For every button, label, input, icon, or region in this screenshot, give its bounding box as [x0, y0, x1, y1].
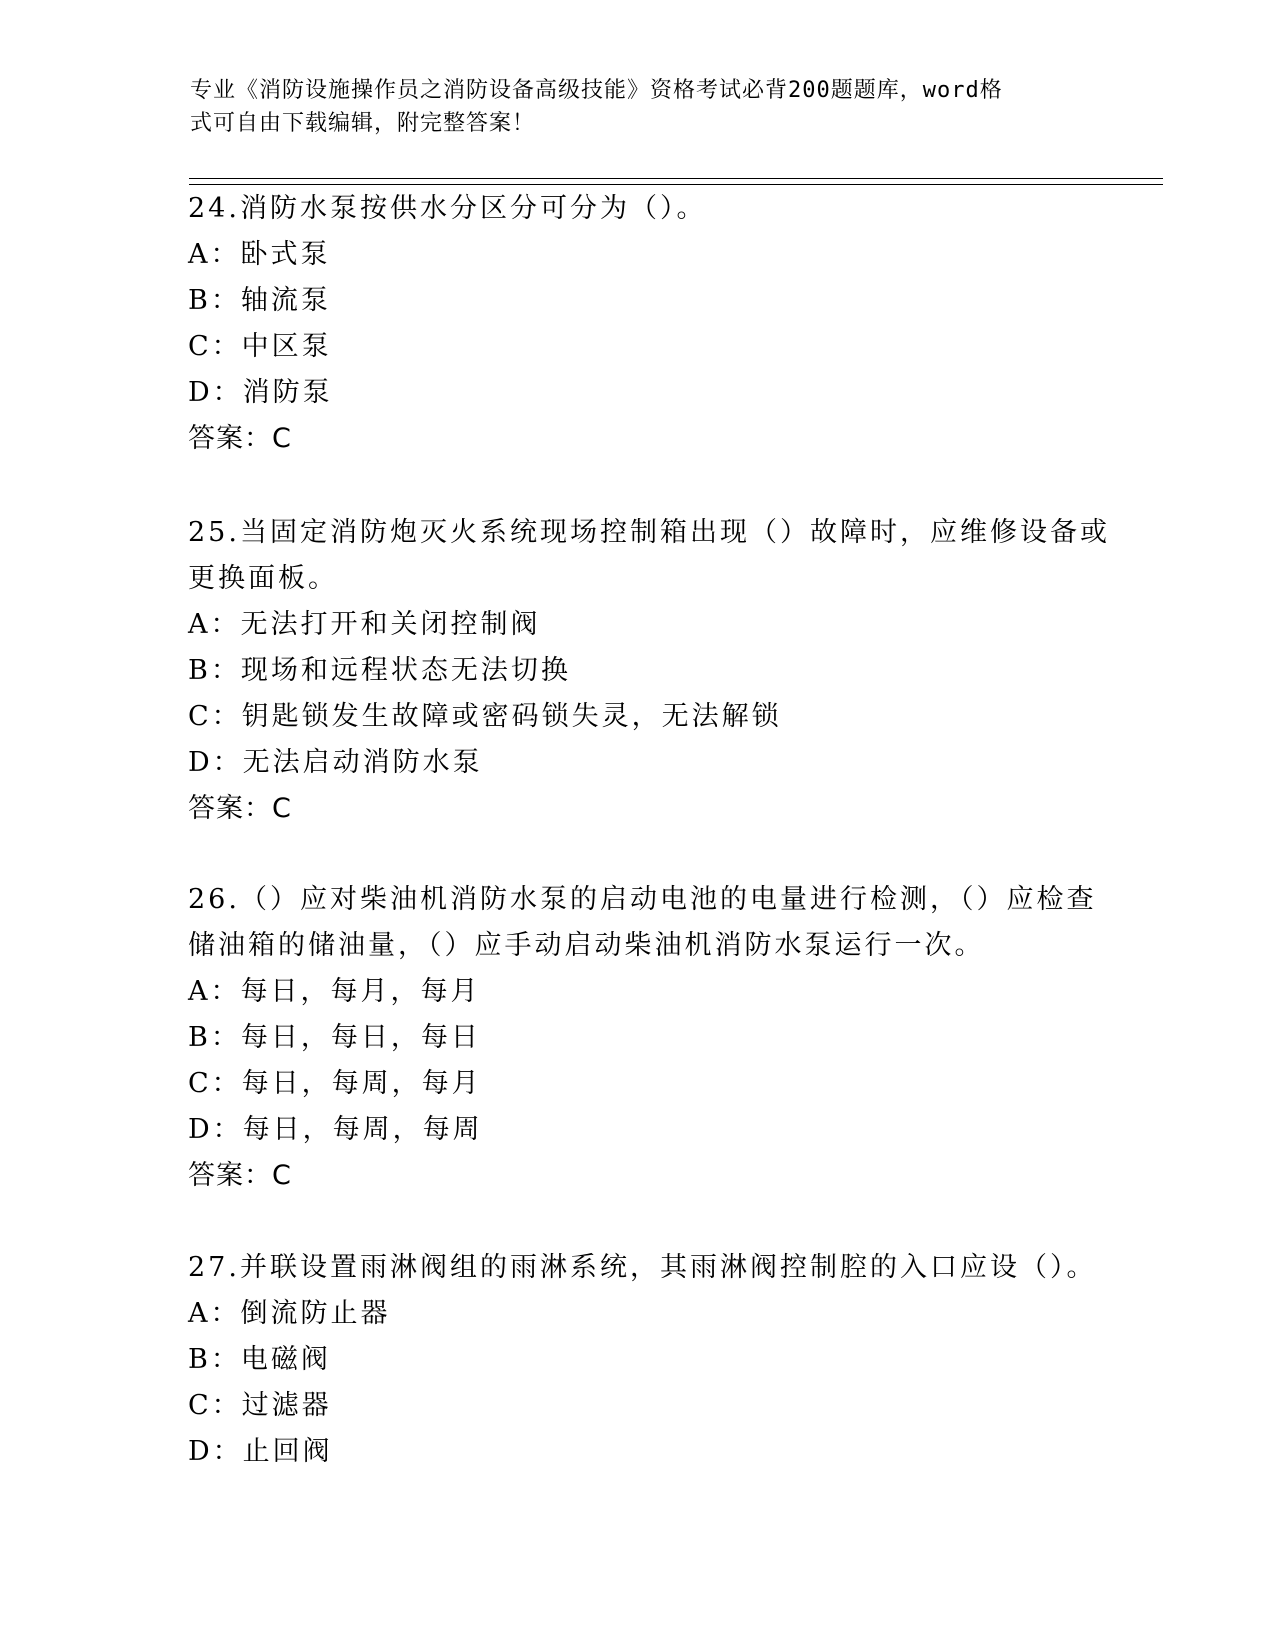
question-25 [188, 510, 1110, 832]
question-text: 24.消防水泵按供水分区分可分为（）。 [188, 193, 707, 224]
option-c: C：每日，每周，每月 [188, 1068, 482, 1099]
option-b: B：轴流泵 [188, 285, 331, 316]
option-c: C：中区泵 [188, 331, 332, 362]
answer: 答案：C [188, 423, 292, 454]
option-b: B：现场和远程状态无法切换 [188, 655, 571, 686]
header-line: 专业《消防设施操作员之消防设备高级技能》资格考试必背200题题库，word格 [190, 78, 1003, 103]
question-27 [188, 1245, 1097, 1475]
option-d: D：止回阀 [188, 1436, 333, 1467]
question-text: 27.并联设置雨淋阀组的雨淋系统，其雨淋阀控制腔的入口应设（）。 [188, 1252, 1097, 1283]
question-text: 储油箱的储油量，（）应手动启动柴油机消防水泵运行一次。 [188, 930, 985, 961]
option-d: D：每日，每周，每周 [188, 1114, 483, 1145]
option-a: A：每日，每月，每月 [188, 976, 481, 1007]
question-text: 25.当固定消防炮灭火系统现场控制箱出现（）故障时，应维修设备或 [188, 517, 1110, 548]
header-line: 式可自由下载编辑，附完整答案！ [190, 111, 536, 136]
option-a: A：卧式泵 [188, 239, 331, 270]
option-c: C：过滤器 [188, 1390, 332, 1421]
question-text: 26.（）应对柴油机消防水泵的启动电池的电量进行检测，（）应检查 [188, 884, 1097, 915]
question-text: 更换面板。 [188, 563, 338, 594]
header-divider [189, 178, 1163, 179]
option-b: B：电磁阀 [188, 1344, 331, 1375]
option-a: A：倒流防止器 [188, 1298, 391, 1329]
question-24 [188, 186, 1088, 462]
option-b: B：每日，每日，每日 [188, 1022, 481, 1053]
question-26 [188, 877, 1097, 1199]
option-d: D：无法启动消防水泵 [188, 747, 483, 778]
answer: 答案：C [188, 1160, 292, 1191]
header-divider [189, 184, 1163, 185]
option-d: D：消防泵 [188, 377, 333, 408]
document-header [190, 74, 1080, 140]
option-a: A：无法打开和关闭控制阀 [188, 609, 541, 640]
option-c: C：钥匙锁发生故障或密码锁失灵，无法解锁 [188, 701, 782, 732]
answer: 答案：C [188, 793, 292, 824]
